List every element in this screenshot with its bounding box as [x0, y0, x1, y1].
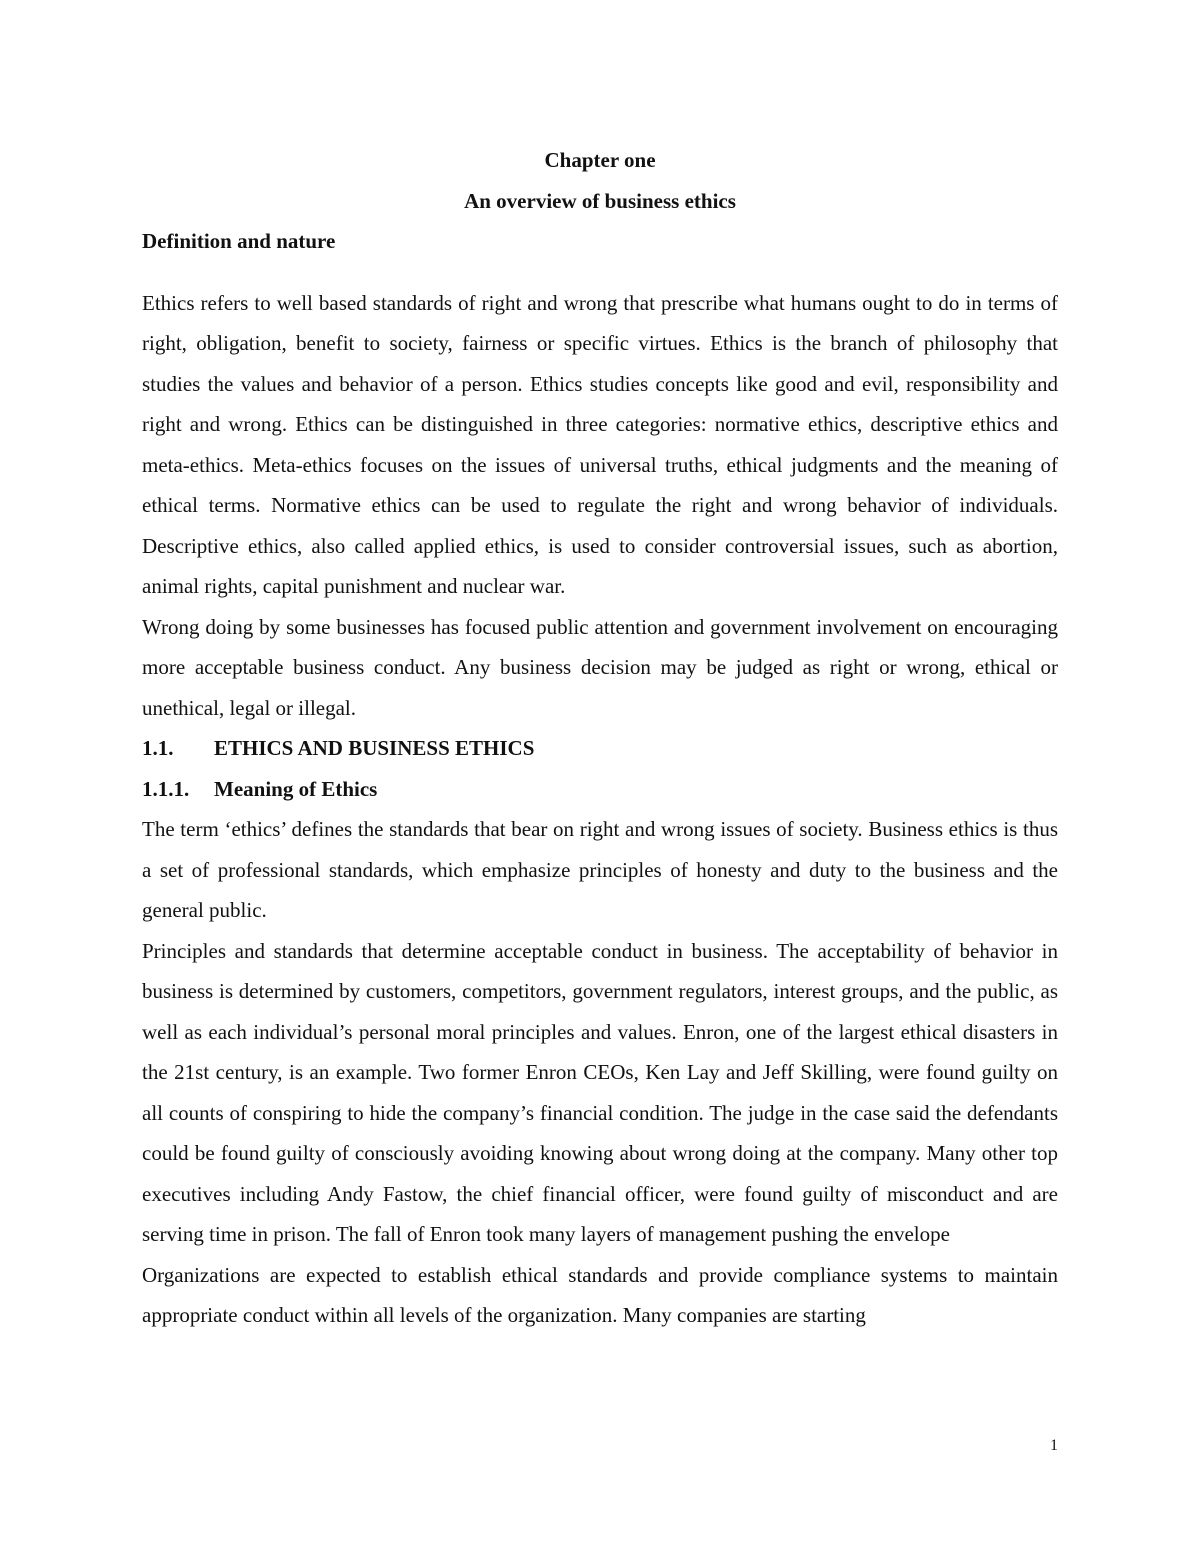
page-number: 1: [1050, 1437, 1058, 1454]
paragraph-principles-standards: Principles and standards that determine acceptable conduct in business. The acceptability of behavior in business is determined by customers, competitors, government regulators, interest groups, and the public, as well as each individual’s personal moral principles and values. Enron, one of the largest ethical disasters in the 21st century, is an example. Two former Enron CEOs, Ken Lay and Jeff Skilling, were found guilty on all counts of conspiring to hide the company’s financial condition. The judge in the case said the defendants could be found guilty of consciously avoiding knowing about wrong doing at the company. Many other top executives including Andy Fastow, the chief financial officer, were found guilty of misconduct and are serving time in prison. The fall of Enron took many layers of management pushing the envelope: [142, 938, 1058, 1246]
paragraph-ethics-definition: Ethics refers to well based standards of right and wrong that prescribe what humans ought to do in terms of right, obligation, benefit to society, fairness or specific virtues. Ethics is the branch of philosophy that studies the values and behavior of a person. Ethics studies concepts like good and evil, responsibility and right and wrong. Ethics can be distinguished in three categories: normative ethics, descriptive ethics and meta-ethics. Meta-ethics focuses on the issues of universal truths, ethical judgments and the meaning of ethical terms. Normative ethics can be used to regulate the right and wrong behavior of individuals. Descriptive ethics, also called applied ethics, is used to consider controversial issues, such as abortion, animal rights, capital punishment and nuclear war.: [142, 290, 1058, 598]
section-title: ETHICS AND BUSINESS ETHICS: [214, 736, 535, 760]
paragraph-organizations: Organizations are expected to establish ethical standards and provide compliance systems to maintain appropriate conduct within all levels of the organization. Many companies are starting: [142, 1262, 1058, 1327]
paragraph-term-ethics: The term ‘ethics’ defines the standards that bear on right and wrong issues of society. Business ethics is thus a set of professional standards, which emphasize principles of honesty and duty to the business and the general public.: [142, 817, 1058, 922]
subsection-title: Meaning of Ethics: [214, 776, 378, 801]
section-heading-1-1-1: [142, 769, 1058, 810]
section-number: 1.1.: [142, 736, 174, 760]
section-heading-1-1: [142, 728, 1058, 769]
chapter-subtitle: An overview of business ethics: [464, 188, 736, 213]
definition-heading: Definition and nature: [142, 229, 336, 253]
subsection-number: 1.1.1.: [142, 776, 190, 801]
paragraph-wrong-doing: Wrong doing by some businesses has focused public attention and government involvement on encouraging more acceptable business conduct. Any business decision may be judged as right or wrong, ethical or unethical, legal or illegal.: [142, 614, 1058, 720]
chapter-title: Chapter one: [544, 148, 656, 172]
page-content: [142, 140, 1058, 1336]
